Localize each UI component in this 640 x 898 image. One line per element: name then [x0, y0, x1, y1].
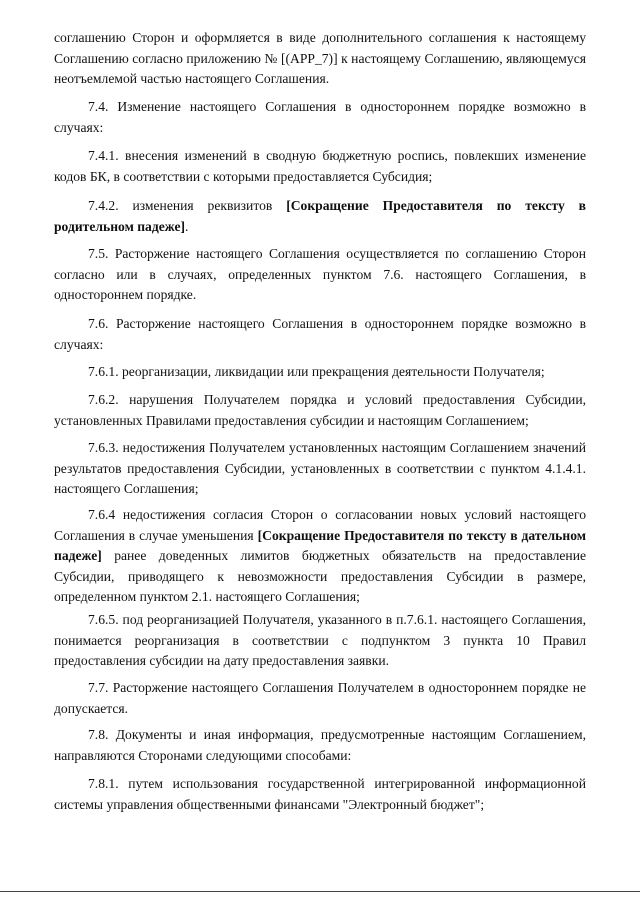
- placeholder-bold-text: [Сокращение Предоставителя по тексту в родительном падеже]: [54, 198, 586, 234]
- paragraph-7-6-3: 7.6.3. недостижения Получателем установленных настоящим Соглашением значений результатов предоставления Субсидии, установленных в соответствии с пунктом 4.1.4.1. настоящего Соглашения;: [54, 440, 586, 496]
- paragraph-text: 7.6.4 недостижения согласия Сторон о согласовании новых условий настоящего Соглашения в случае уменьшения: [54, 507, 586, 543]
- page-bottom-divider: [0, 891, 640, 892]
- paragraph-7-6: 7.6. Расторжение настоящего Соглашения в одностороннем порядке возможно в случаях:: [54, 316, 586, 352]
- paragraph-text: 7.4.2. изменения реквизитов: [88, 198, 287, 213]
- paragraph-7-4: 7.4. Изменение настоящего Соглашения в одностороннем порядке возможно в случаях:: [54, 99, 586, 135]
- paragraph-7-6-1: 7.6.1. реорганизации, ликвидации или прекращения деятельности Получателя;: [88, 364, 545, 379]
- paragraph-continuation: соглашению Сторон и оформляется в виде дополнительного соглашения к настоящему Соглашению согласно приложению № [(APP_7)] к настоящему Соглашению, являющемуся неотъемлемой частью настоящего Соглашения.: [54, 30, 586, 86]
- paragraph-7-6-2: 7.6.2. нарушения Получателем порядка и условий предоставления Субсидии, установленных Правилами предоставления субсидии и настоящим Соглашением;: [54, 392, 586, 428]
- paragraph-7-5: 7.5. Расторжение настоящего Соглашения осуществляется по соглашению Сторон согласно или в случаях, определенных пунктом 7.6. настоящего Соглашения, в одностороннем порядке.: [54, 246, 586, 302]
- paragraph-7-8-1: 7.8.1. путем использования государственной интегрированной информационной системы управления общественными финансами "Электронный бюджет";: [54, 776, 586, 812]
- paragraph-7-4-1: 7.4.1. внесения изменений в сводную бюджетную роспись, повлекших изменение кодов БК, в соответствии с которыми предоставляется Субсидия;: [54, 148, 586, 184]
- placeholder-bold-text: [Сокращение Предоставителя по тексту в дательном падеже]: [54, 527, 586, 563]
- paragraph-text: .: [185, 218, 189, 234]
- paragraph-7-6-4: [54, 505, 586, 608]
- paragraph-7-4-2: [54, 196, 586, 237]
- paragraph-text: ранее доведенных лимитов бюджетных обязательств на предоставление Субсидии, приводящего к невозможности предоставления Субсидии в размере, определенном пунктом 2.1. настоящего Соглашения;: [54, 548, 586, 604]
- paragraph-7-6-5: 7.6.5. под реорганизацией Получателя, указанного в п.7.6.1. настоящего Соглашения, понимается реорганизация в соответствии с подпунктом 3 пункта 10 Правил предоставления субсидии на дату предоставления заявки.: [54, 612, 586, 668]
- paragraph-7-8: 7.8. Документы и иная информация, предусмотренные настоящим Соглашением, направляются Сторонами следующими способами:: [54, 727, 586, 763]
- paragraph-7-7: 7.7. Расторжение настоящего Соглашения Получателем в одностороннем порядке не допускается.: [54, 680, 586, 716]
